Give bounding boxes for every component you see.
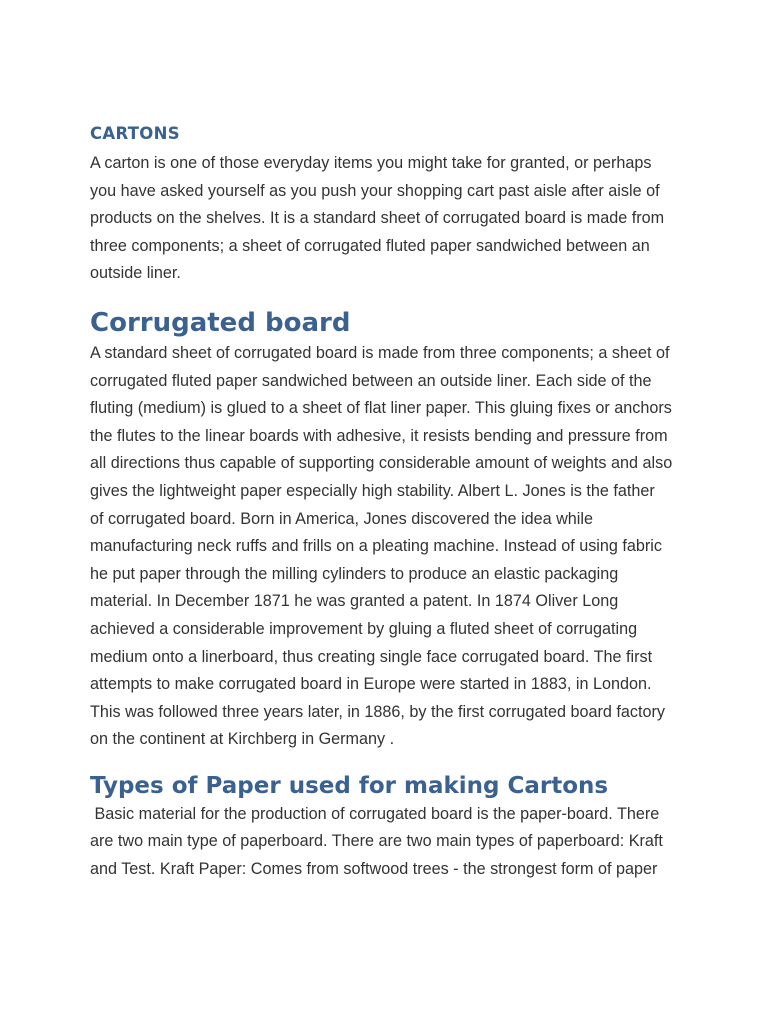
paragraph-line: manufacturing neck ruffs and frills on a pleating machine. Instead of using fabric [90, 537, 662, 556]
section-heading-types-of-paper: Types of Paper used for making Cartons [90, 772, 609, 799]
paragraph-line: of corrugated board. Born in America, Jones discovered the idea while [90, 509, 593, 528]
paragraph-line: you have asked yourself as you push your shopping cart past aisle after aisle of [90, 181, 660, 200]
paragraph-line: Basic material for the production of corrugated board is the paper-board. There [90, 804, 660, 823]
paragraph-line: are two main type of paperboard. There are two main types of paperboard: Kraft [90, 832, 663, 851]
paragraph-line: A standard sheet of corrugated board is made from three components; a sheet of [90, 343, 670, 362]
paragraph-line: the flutes to the linear boards with adhesive, it resists bending and pressure from [90, 426, 668, 445]
paragraph-cartons [90, 150, 690, 288]
paragraph-line: he put paper through the milling cylinders to produce an elastic packaging [90, 564, 619, 583]
paragraph-line: corrugated fluted paper sandwiched between an outside liner. Each side of the [90, 371, 652, 390]
paragraph-line: This was followed three years later, in 1886, by the first corrugated board factory [90, 702, 665, 721]
paragraph-types-of-paper [90, 801, 690, 884]
paragraph-line: on the continent at Kirchberg in Germany . [90, 730, 395, 749]
section-heading-cartons: CARTONS [90, 124, 180, 143]
paragraph-line: three components; a sheet of corrugated fluted paper sandwiched between an [90, 236, 650, 255]
paragraph-line: A carton is one of those everyday items you might take for granted, or perhaps [90, 154, 652, 172]
document-content [90, 122, 690, 884]
paragraph-line: material. In December 1871 he was granted a patent. In 1874 Oliver Long [90, 592, 619, 611]
paragraph-corrugated-board [90, 340, 690, 754]
section-heading-corrugated-board: Corrugated board [90, 307, 351, 338]
paragraph-line: achieved a considerable improvement by gluing a fluted sheet of corrugating [90, 619, 638, 638]
paragraph-line: all directions thus capable of supporting considerable amount of weights and also [90, 454, 673, 473]
paragraph-line: gives the lightweight paper especially high stability. Albert L. Jones is the father [90, 481, 655, 500]
paragraph-line: and Test. Kraft Paper: Comes from softwood trees - the strongest form of paper [90, 860, 658, 879]
paragraph-line: products on the shelves. It is a standard sheet of corrugated board is made from [90, 209, 665, 228]
paragraph-line: fluting (medium) is glued to a sheet of flat liner paper. This gluing fixes or anchors [90, 399, 672, 418]
paragraph-line: medium onto a linerboard, thus creating single face corrugated board. The first [90, 647, 653, 666]
paragraph-line: attempts to make corrugated board in Europe were started in 1883, in London. [90, 675, 652, 694]
paragraph-line: outside liner. [90, 264, 181, 283]
